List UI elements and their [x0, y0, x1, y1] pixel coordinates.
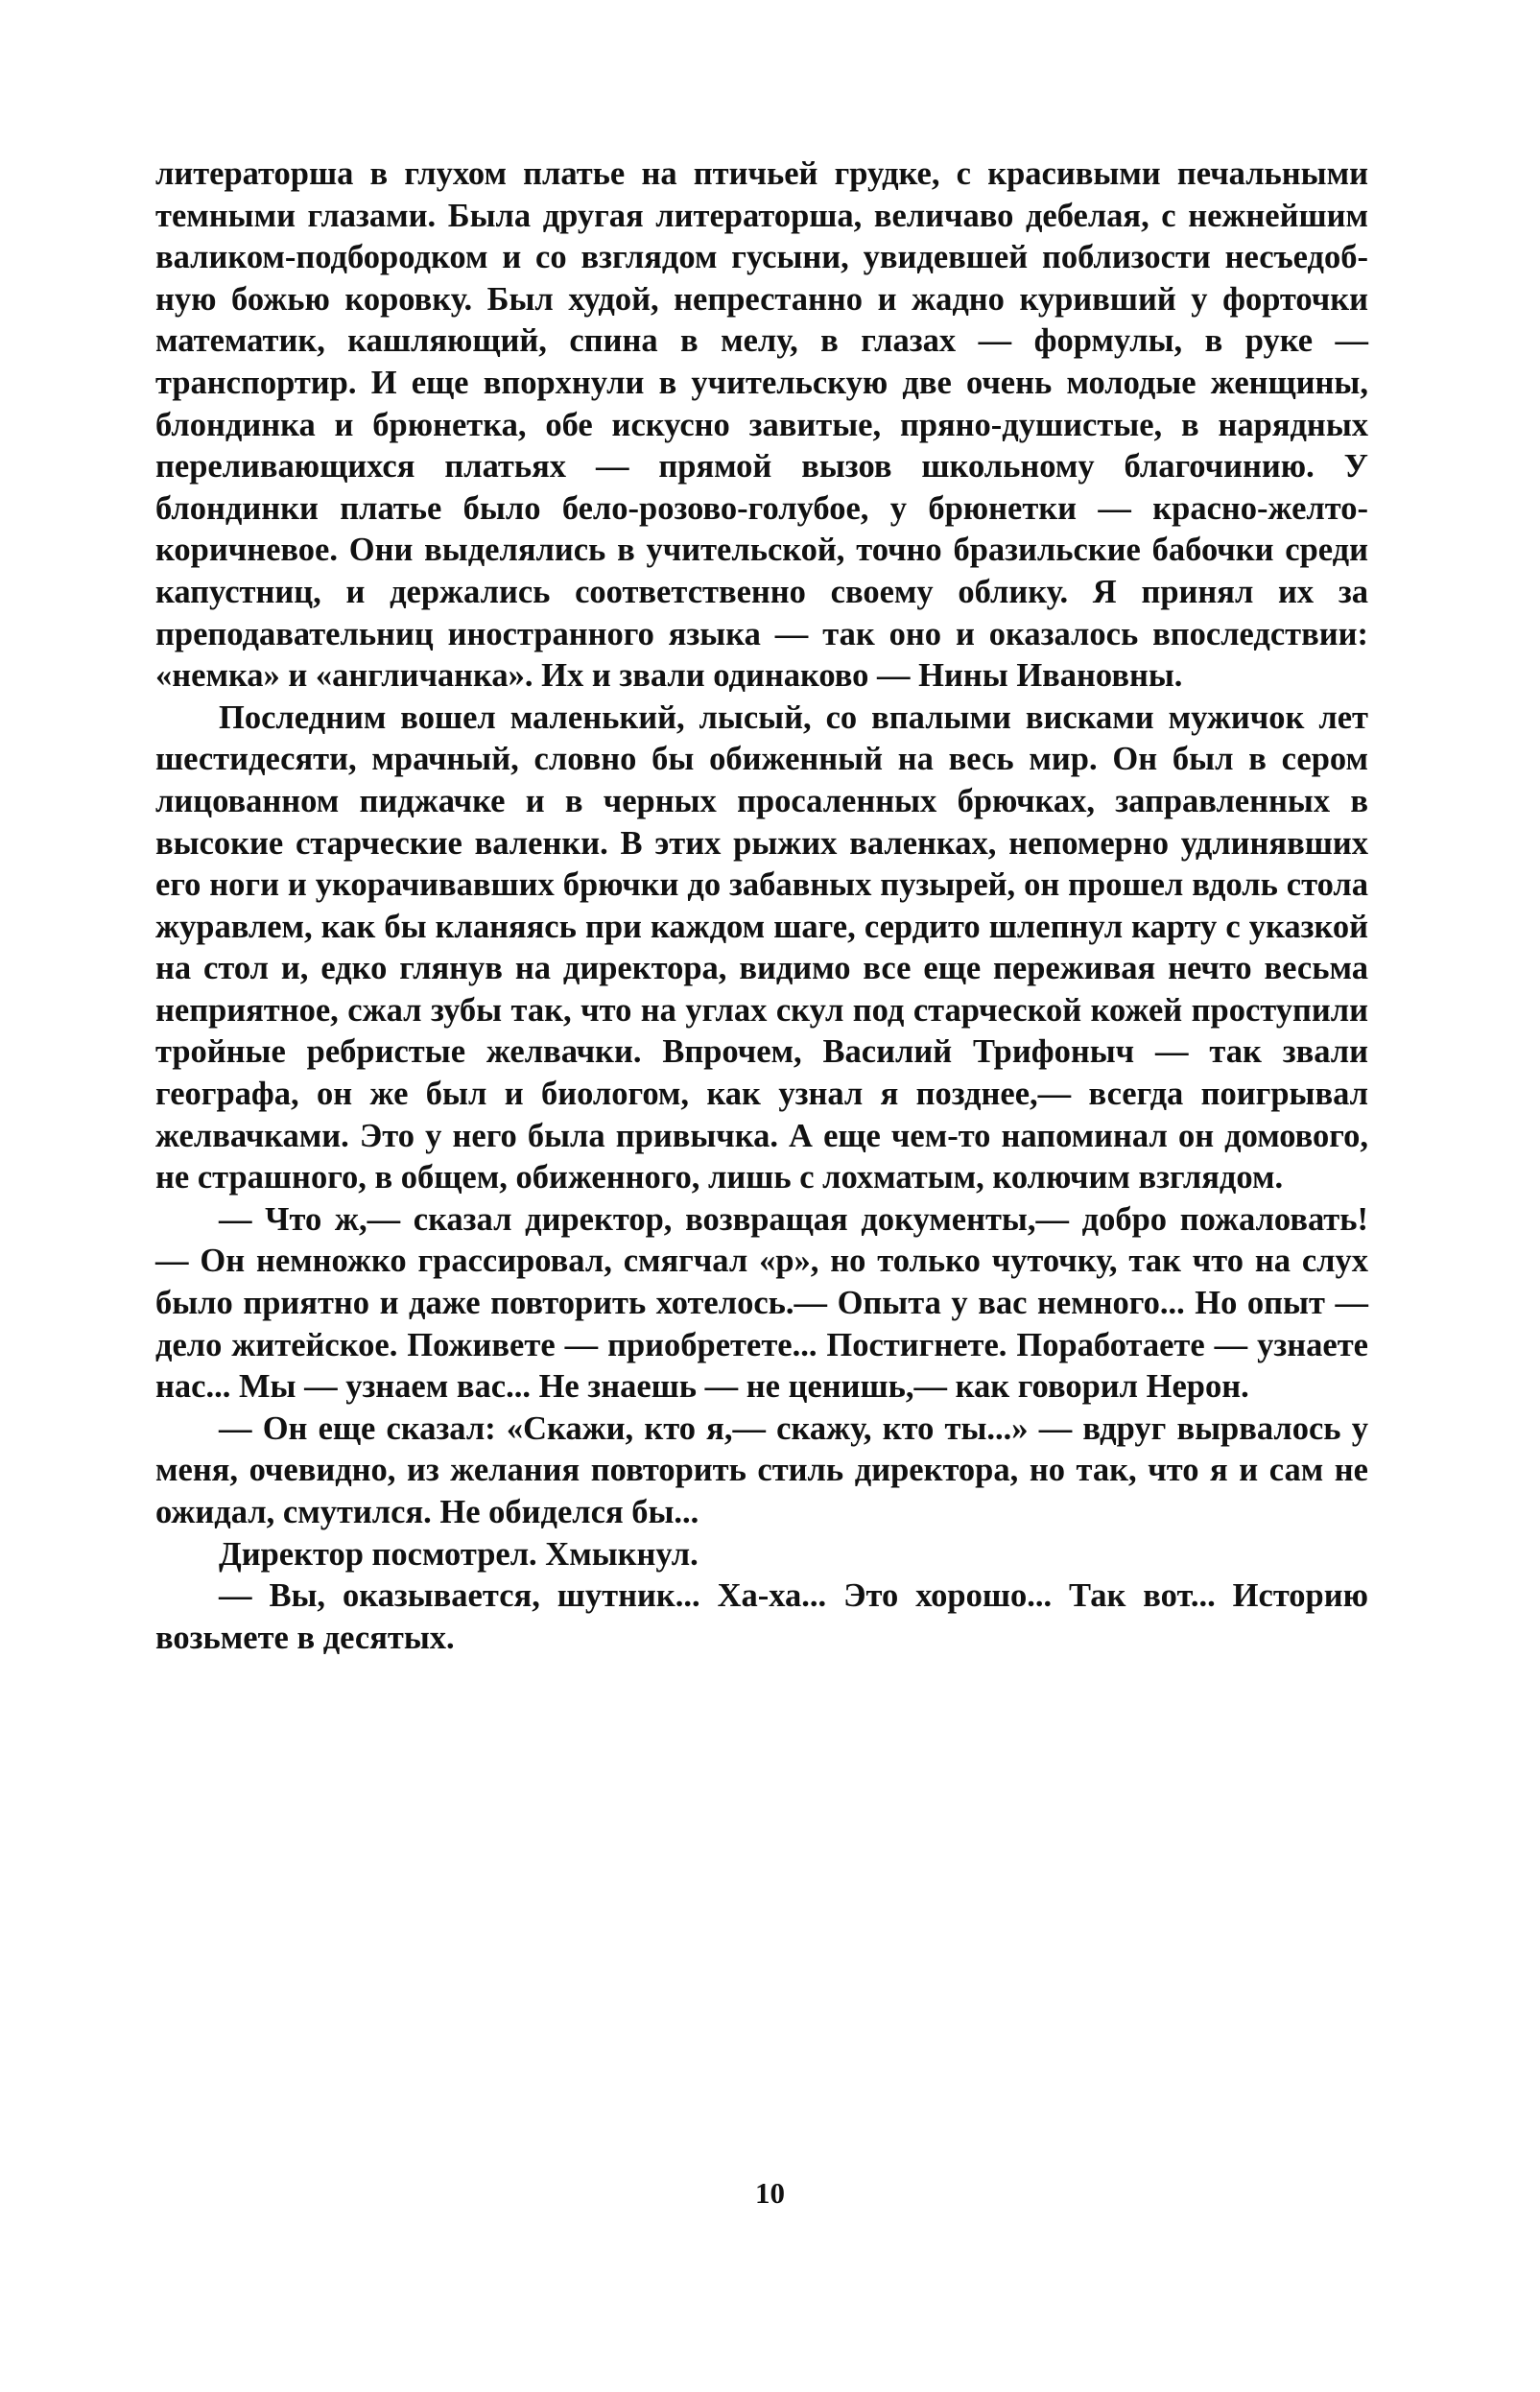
paragraph-4: — Он еще сказал: «Скажи, кто я,— скажу, кто ты...» — вдруг вырвалось у меня, очевидно, из желания повторить стиль директора, но так, что я и сам не ожидал, смутился. Не обиделся бы... [155, 1409, 1368, 1530]
page-number: 10 [755, 2176, 785, 2210]
paragraph-3: — Что ж,— сказал директор, возвращая документы,— добро пожаловать! — Он немножко грассировал, смягчал «р», но только чуточку, так что на слух было приятно и даже повторить хотелось.— Опыта у вас немного... Но опыт — дело житейское. Поживете — приобретете... Постигнете. Поработаете — узнаете нас... Мы — узнаем вас... Не знаешь — не ценишь,— как говорил Нерон. [155, 1200, 1368, 1406]
paragraph-1: литераторша в глухом платье на птичьей грудке, с красивыми печальными темными глазами. Была другая литераторша, величаво дебелая, с нежнейшим валиком-подбородком и со взглядом гусыни, увидевшей поблизости несъедобную божью коровку. Был худой, непрестанно и жадно куривший у форточки математик, кашляющий, спина в мелу, в глазах — формулы, в руке — транспортир. И еще впорхнули в учительскую две очень молодые женщины, блондинка и брюнетка, обе искусно завитые, пряно-душистые, в нарядных переливающихся платьях — прямой вызов школьному благочинию. У блондинки платье было бело-розово-голубое, у брюнетки — красно-желто-коричневое. Они выделялись в учительской, точно бразильские бабочки среди капустниц, и держались соответственно своему облику. Я принял их за преподавательниц иностранного языка — так оно и оказалось впоследствии: «немка» и «англичанка». Их и звали одинаково — Нины Ивановны. [155, 155, 1368, 695]
paragraph-6: — Вы, оказывается, шутник... Ха-ха... Это хорошо... Так вот... Историю возьмете в десятых. [155, 1577, 1368, 1656]
paragraph-5: Директор посмотрел. Хмыкнул. [219, 1535, 699, 1573]
body-text [155, 154, 1368, 1659]
paragraph-2: Последним вошел маленький, лысый, со впалыми висками мужичок лет шестидесяти, мрачный, словно бы обиженный на весь мир. Он был в сером лицованном пиджачке и в черных просаленных брючках, заправленных в высокие старческие валенки. В этих рыжих валенках, непомерно удлинявших его ноги и укорачивавших брючки до забавных пузырей, он прошел вдоль стола журавлем, как бы кланяясь при каждом шаге, сердито шлепнул карту с указкой на стол и, едко глянув на директора, видимо все еще переживая нечто весьма неприятное, сжал зубы так, что на углах скул под старческой кожей проступили тройные ребристые желвачки. Впрочем, Василий Трифоныч — так звали географа, он же был и биологом, как узнал я позднее,— всегда поигрывал желвачками. Это у него была привычка. А еще чем-то напоминал он домового, не страшного, в общем, обиженного, лишь с лохматым, колючим взглядом. [155, 699, 1368, 1196]
